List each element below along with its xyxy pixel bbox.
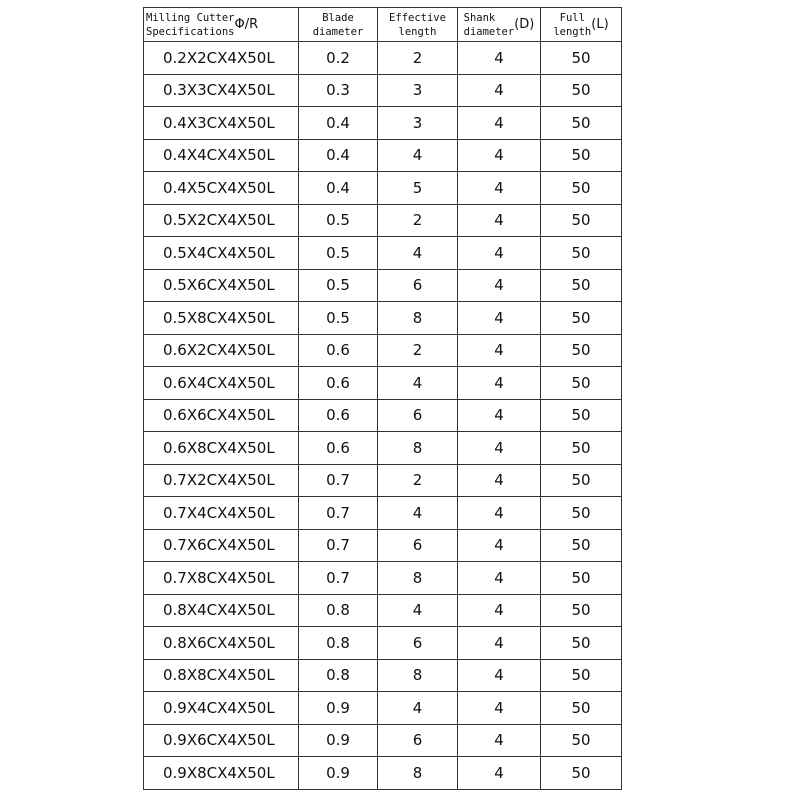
header-blade-line1: Blade: [322, 11, 354, 24]
cell-blade-diameter: 0.7: [299, 529, 378, 562]
cell-spec: 0.5X6CX4X50L: [144, 269, 299, 302]
cell-spec: 0.8X6CX4X50L: [144, 627, 299, 660]
cell-blade-diameter: 0.3: [299, 74, 378, 107]
header-spec: [144, 8, 299, 42]
header-effective-line2: length: [398, 25, 437, 38]
cell-spec: 0.8X4CX4X50L: [144, 594, 299, 627]
cell-blade-diameter: 0.5: [299, 204, 378, 237]
cell-blade-diameter: 0.8: [299, 627, 378, 660]
cell-spec: 0.4X5CX4X50L: [144, 172, 299, 205]
table-body: [144, 42, 622, 790]
cell-spec: 0.9X8CX4X50L: [144, 757, 299, 790]
cell-shank-diameter: 4: [458, 237, 541, 270]
cell-effective-length: 4: [378, 497, 458, 530]
cell-effective-length: 6: [378, 724, 458, 757]
cell-blade-diameter: 0.7: [299, 497, 378, 530]
table-row: [144, 139, 622, 172]
cell-blade-diameter: 0.7: [299, 562, 378, 595]
table-row: [144, 42, 622, 75]
cell-blade-diameter: 0.8: [299, 659, 378, 692]
cell-full-length: 50: [541, 529, 622, 562]
cell-full-length: 50: [541, 334, 622, 367]
cell-shank-diameter: 4: [458, 627, 541, 660]
cell-shank-diameter: 4: [458, 367, 541, 400]
cell-full-length: 50: [541, 497, 622, 530]
cell-effective-length: 3: [378, 107, 458, 140]
cell-shank-diameter: 4: [458, 562, 541, 595]
cell-spec: 0.5X8CX4X50L: [144, 302, 299, 335]
cell-spec: 0.7X4CX4X50L: [144, 497, 299, 530]
cell-full-length: 50: [541, 172, 622, 205]
cell-spec: 0.6X4CX4X50L: [144, 367, 299, 400]
header-spec-line2: Specifications: [146, 25, 235, 38]
cell-spec: 0.5X2CX4X50L: [144, 204, 299, 237]
cell-spec: 0.8X8CX4X50L: [144, 659, 299, 692]
header-effective-line1: Effective: [389, 11, 446, 24]
cell-shank-diameter: 4: [458, 74, 541, 107]
cell-effective-length: 6: [378, 399, 458, 432]
cell-full-length: 50: [541, 627, 622, 660]
cell-full-length: 50: [541, 237, 622, 270]
cell-effective-length: 4: [378, 367, 458, 400]
cell-effective-length: 2: [378, 42, 458, 75]
cell-full-length: 50: [541, 594, 622, 627]
cell-effective-length: 8: [378, 562, 458, 595]
table-row: [144, 399, 622, 432]
cell-spec: 0.9X6CX4X50L: [144, 724, 299, 757]
cell-spec: 0.7X2CX4X50L: [144, 464, 299, 497]
spec-table: [143, 7, 622, 790]
table-row: [144, 659, 622, 692]
cell-blade-diameter: 0.6: [299, 432, 378, 465]
cell-blade-diameter: 0.5: [299, 237, 378, 270]
table-row: [144, 172, 622, 205]
cell-effective-length: 4: [378, 594, 458, 627]
cell-shank-diameter: 4: [458, 692, 541, 725]
cell-full-length: 50: [541, 204, 622, 237]
header-shank-line1: Shank: [463, 11, 496, 24]
header-blade-line2: diameter: [312, 25, 364, 38]
table-row: [144, 432, 622, 465]
table-row: [144, 627, 622, 660]
header-shank: [458, 8, 541, 42]
cell-spec: 0.4X4CX4X50L: [144, 139, 299, 172]
cell-effective-length: 6: [378, 529, 458, 562]
header-full-suffix: (L): [591, 16, 609, 32]
cell-shank-diameter: 4: [458, 334, 541, 367]
cell-full-length: 50: [541, 42, 622, 75]
cell-shank-diameter: 4: [458, 269, 541, 302]
table-row: [144, 724, 622, 757]
table-row: [144, 562, 622, 595]
cell-shank-diameter: 4: [458, 302, 541, 335]
cell-blade-diameter: 0.9: [299, 724, 378, 757]
cell-spec: 0.7X6CX4X50L: [144, 529, 299, 562]
cell-spec: 0.3X3CX4X50L: [144, 74, 299, 107]
cell-effective-length: 8: [378, 432, 458, 465]
cell-effective-length: 8: [378, 302, 458, 335]
cell-effective-length: 6: [378, 627, 458, 660]
header-row: [144, 8, 622, 42]
cell-effective-length: 8: [378, 659, 458, 692]
cell-effective-length: 2: [378, 334, 458, 367]
header-shank-line2: diameter: [463, 25, 515, 38]
cell-shank-diameter: 4: [458, 107, 541, 140]
cell-shank-diameter: 4: [458, 432, 541, 465]
cell-effective-length: 4: [378, 692, 458, 725]
cell-blade-diameter: 0.7: [299, 464, 378, 497]
table-row: [144, 367, 622, 400]
table-row: [144, 529, 622, 562]
cell-full-length: 50: [541, 464, 622, 497]
cell-full-length: 50: [541, 302, 622, 335]
table-row: [144, 204, 622, 237]
header-full: [541, 8, 622, 42]
cell-effective-length: 3: [378, 74, 458, 107]
cell-blade-diameter: 0.8: [299, 594, 378, 627]
cell-full-length: 50: [541, 724, 622, 757]
cell-full-length: 50: [541, 367, 622, 400]
cell-shank-diameter: 4: [458, 594, 541, 627]
cell-shank-diameter: 4: [458, 139, 541, 172]
table-row: [144, 302, 622, 335]
table-row: [144, 237, 622, 270]
cell-shank-diameter: 4: [458, 399, 541, 432]
cell-effective-length: 4: [378, 237, 458, 270]
header-spec-line1: Milling Cutter: [146, 11, 235, 24]
cell-spec: 0.9X4CX4X50L: [144, 692, 299, 725]
cell-full-length: 50: [541, 399, 622, 432]
cell-effective-length: 5: [378, 172, 458, 205]
header-spec-suffix: Φ/R: [234, 16, 259, 32]
cell-blade-diameter: 0.9: [299, 757, 378, 790]
cell-effective-length: 6: [378, 269, 458, 302]
header-blade: [299, 8, 378, 42]
cell-full-length: 50: [541, 74, 622, 107]
cell-full-length: 50: [541, 269, 622, 302]
header-full-line2: length: [553, 25, 592, 38]
table-row: [144, 334, 622, 367]
cell-blade-diameter: 0.6: [299, 399, 378, 432]
cell-spec: 0.6X8CX4X50L: [144, 432, 299, 465]
cell-blade-diameter: 0.5: [299, 269, 378, 302]
table-row: [144, 269, 622, 302]
cell-full-length: 50: [541, 432, 622, 465]
cell-blade-diameter: 0.9: [299, 692, 378, 725]
cell-spec: 0.4X3CX4X50L: [144, 107, 299, 140]
table-row: [144, 74, 622, 107]
cell-blade-diameter: 0.4: [299, 172, 378, 205]
cell-shank-diameter: 4: [458, 659, 541, 692]
table-row: [144, 464, 622, 497]
cell-blade-diameter: 0.5: [299, 302, 378, 335]
header-effective: [378, 8, 458, 42]
cell-full-length: 50: [541, 692, 622, 725]
cell-full-length: 50: [541, 562, 622, 595]
cell-effective-length: 2: [378, 204, 458, 237]
cell-effective-length: 8: [378, 757, 458, 790]
cell-effective-length: 2: [378, 464, 458, 497]
cell-full-length: 50: [541, 107, 622, 140]
table-row: [144, 497, 622, 530]
cell-shank-diameter: 4: [458, 529, 541, 562]
cell-blade-diameter: 0.2: [299, 42, 378, 75]
cell-shank-diameter: 4: [458, 172, 541, 205]
table-row: [144, 692, 622, 725]
cell-full-length: 50: [541, 139, 622, 172]
cell-full-length: 50: [541, 659, 622, 692]
header-shank-suffix: (D): [514, 16, 535, 32]
cell-shank-diameter: 4: [458, 464, 541, 497]
cell-blade-diameter: 0.4: [299, 139, 378, 172]
cell-shank-diameter: 4: [458, 497, 541, 530]
table-row: [144, 757, 622, 790]
cell-blade-diameter: 0.6: [299, 367, 378, 400]
cell-spec: 0.5X4CX4X50L: [144, 237, 299, 270]
cell-blade-diameter: 0.4: [299, 107, 378, 140]
cell-spec: 0.7X8CX4X50L: [144, 562, 299, 595]
table-row: [144, 107, 622, 140]
cell-spec: 0.2X2CX4X50L: [144, 42, 299, 75]
table-row: [144, 594, 622, 627]
cell-spec: 0.6X2CX4X50L: [144, 334, 299, 367]
cell-blade-diameter: 0.6: [299, 334, 378, 367]
cell-shank-diameter: 4: [458, 757, 541, 790]
cell-effective-length: 4: [378, 139, 458, 172]
cell-shank-diameter: 4: [458, 724, 541, 757]
cell-full-length: 50: [541, 757, 622, 790]
cell-shank-diameter: 4: [458, 42, 541, 75]
header-full-line1: Full: [559, 11, 585, 24]
cell-shank-diameter: 4: [458, 204, 541, 237]
cell-spec: 0.6X6CX4X50L: [144, 399, 299, 432]
